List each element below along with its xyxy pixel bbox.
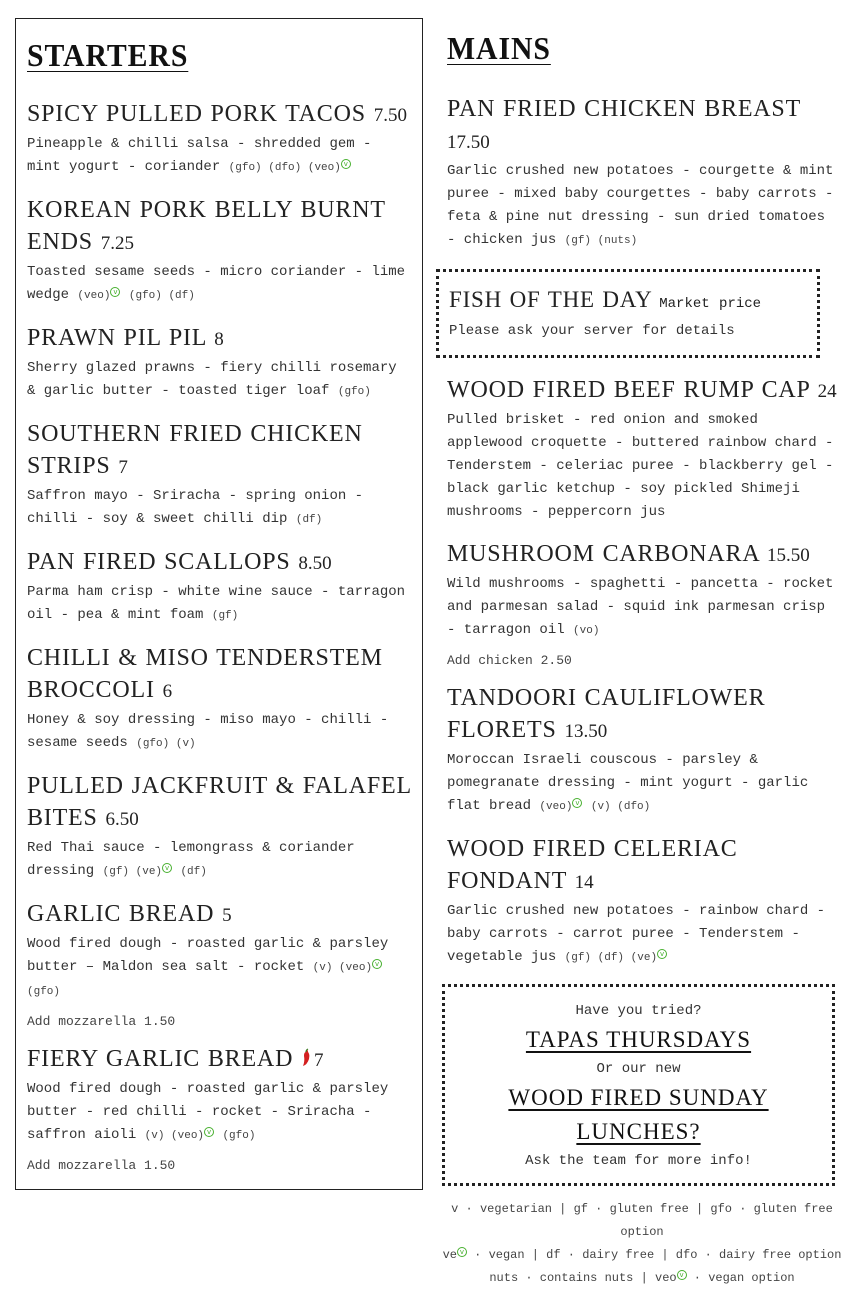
dietary-tags: (gfo) (dfo) (veo) <box>228 162 341 174</box>
item-price: 8 <box>214 329 224 350</box>
item-description: Sherry glazed prawns - fiery chilli rosemary & garlic butter - toasted tiger loaf <box>27 360 397 399</box>
promo-box <box>442 984 835 1186</box>
dietary-tags: (df) <box>295 514 323 526</box>
dietary-tags: (veo) <box>77 290 111 302</box>
dietary-legend <box>437 1198 847 1290</box>
dietary-tags: (gf) (df) (ve) <box>564 952 658 964</box>
item-price: 15.50 <box>766 545 810 566</box>
vegan-icon: v <box>204 1127 214 1137</box>
menu-item <box>447 682 837 819</box>
legend-line: v · vegetarian | gf · gluten free | gfo · gluten free option <box>451 1202 833 1239</box>
item-name: FISH OF THE DAY <box>449 287 652 312</box>
dietary-tags: (gfo) <box>27 986 61 998</box>
dietary-tags: (v) (dfo) <box>590 801 651 813</box>
item-price: 13.50 <box>564 721 608 742</box>
vegan-icon: v <box>372 959 382 969</box>
dietary-tags: (gf) <box>211 610 239 622</box>
vegan-icon: v <box>572 798 582 808</box>
menu-item <box>27 1043 412 1173</box>
mains-panel <box>437 18 842 1290</box>
item-name: FIERY GARLIC BREAD <box>27 1046 294 1072</box>
menu-item <box>447 374 837 524</box>
item-price: 8.50 <box>298 553 332 574</box>
starters-title: STARTERS <box>27 37 189 73</box>
dietary-tags: (vo) <box>573 625 600 637</box>
item-addon: Add mozzarella 1.50 <box>27 1158 176 1173</box>
menu-item <box>27 194 412 308</box>
vegan-icon: v <box>110 287 120 297</box>
mains-title: MAINS <box>447 30 551 66</box>
item-price: 7 <box>118 457 128 478</box>
item-name: CHILLI & MISO TENDERSTEM BROCCOLI <box>27 645 383 703</box>
item-name: PRAWN PIL PIL <box>27 325 207 351</box>
dietary-tags: (gfo) <box>337 386 371 398</box>
menu-item <box>27 898 412 1029</box>
menu-item <box>27 642 412 756</box>
item-name: MUSHROOM CARBONARA <box>447 541 760 567</box>
starters-panel <box>15 18 423 1190</box>
item-description: Pineapple & chilli salsa - shredded gem - mint yogurt - coriander <box>27 136 372 175</box>
item-name: KOREAN PORK BELLY BURNT ENDS <box>27 197 386 255</box>
dietary-tags: (df) <box>180 866 207 878</box>
menu-item <box>27 546 412 628</box>
dietary-tags: (gf) (ve) <box>102 866 163 878</box>
item-description: Moroccan Israeli couscous - parsley & pomegranate dressing - mint yogurt - garlic flat bread <box>447 752 809 814</box>
menu-item <box>27 418 412 532</box>
item-description: Honey & soy dressing - miso mayo - chilli - sesame seeds <box>27 712 389 751</box>
vegan-icon: v <box>457 1247 467 1257</box>
item-name: WOOD FIRED BEEF RUMP CAP <box>447 377 810 403</box>
item-addon: Add mozzarella 1.50 <box>27 1014 176 1029</box>
dietary-tags: (gfo) <box>222 1130 256 1142</box>
item-price: 7.25 <box>100 233 134 254</box>
item-description: Parma ham crisp - white wine sauce - tarragon oil - pea & mint foam <box>27 584 406 623</box>
promo-question: Have you tried? <box>575 1003 702 1019</box>
item-name: PULLED JACKFRUIT & FALAFEL BITES <box>27 773 412 831</box>
item-name: TANDOORI CAULIFLOWER FLORETS <box>447 685 766 743</box>
menu-item <box>27 322 412 404</box>
item-description: Wood fired dough - roasted garlic & parsley butter – Maldon sea salt - rocket <box>27 936 389 975</box>
vegan-icon: v <box>677 1270 687 1280</box>
item-price: 6.50 <box>105 809 139 830</box>
item-price: 24 <box>817 381 837 402</box>
menu-item <box>447 93 837 253</box>
item-description: Pulled brisket - red onion and smoked applewood croquette - buttered rainbow chard - Tenderstem - celeriac puree - blackberry gel - black garlic ketchup - soy pickled Shimeji mushrooms - peppercorn jus <box>447 412 834 520</box>
item-description: Wood fired dough - roasted garlic & parsley butter - red chilli - rocket - Sriracha - saffron aioli <box>27 1081 389 1143</box>
item-description: Garlic crushed new potatoes - rainbow chard - baby carrots - carrot puree - Tenderstem - vegetable jus <box>447 903 826 965</box>
item-price: 6 <box>162 681 173 702</box>
legend-line: ve v · vegan | df · dairy free | dfo · dairy free option <box>442 1248 842 1262</box>
menu-item <box>447 538 837 668</box>
dietary-tags: (gf) (nuts) <box>564 235 638 247</box>
item-price: 5 <box>222 905 232 926</box>
dietary-tags: (v) (veo) <box>312 962 373 974</box>
dietary-tags: (gfo) (df) <box>128 290 195 302</box>
item-name: SPICY PULLED PORK TACOS <box>27 101 366 127</box>
menu-item <box>27 770 412 884</box>
item-price: 17.50 <box>447 132 490 153</box>
dietary-tags: (v) (veo) <box>144 1130 205 1142</box>
promo-sunday-lunches: WOOD FIRED SUNDAY LUNCHES? <box>508 1085 769 1144</box>
item-description: Wild mushrooms - spaghetti - pancetta - rocket and parmesan salad - squid ink parmesan crisp - tarragon oil <box>447 576 834 638</box>
vegan-icon: v <box>162 863 172 873</box>
item-addon: Add chicken 2.50 <box>447 653 572 668</box>
vegan-icon: v <box>341 159 351 169</box>
legend-line: nuts · contains nuts | veo v · vegan option <box>489 1271 795 1285</box>
item-name: WOOD FIRED CELERIAC FONDANT <box>447 836 738 894</box>
item-price: 7 <box>314 1050 324 1071</box>
item-description: Red Thai sauce - lemongrass & coriander dressing <box>27 840 355 879</box>
dietary-tags: (veo) <box>539 801 573 813</box>
item-price: Market price <box>659 296 762 312</box>
menu-item <box>27 98 412 180</box>
promo-tapas-thursdays: TAPAS THURSDAYS <box>525 1027 752 1052</box>
item-name: PAN FRIED CHICKEN BREAST <box>447 96 801 122</box>
chilli-icon <box>301 1049 311 1067</box>
item-description: Saffron mayo - Sriracha - spring onion - chilli - soy & sweet chilli dip <box>27 488 364 527</box>
vegan-icon: v <box>657 949 667 959</box>
item-name: PAN FIRED SCALLOPS <box>27 549 291 575</box>
fish-of-the-day-box <box>436 269 820 358</box>
dietary-tags: (gfo) (v) <box>136 738 196 750</box>
item-description: Garlic crushed new potatoes - courgette & mint puree - mixed baby courgettes - baby carrots - feta & pine nut dressing - sun dried tomatoes - chicken jus <box>447 163 834 248</box>
promo-connector: Or our new <box>596 1061 681 1077</box>
item-price: 7.50 <box>373 105 407 126</box>
item-name: SOUTHERN FRIED CHICKEN STRIPS <box>27 421 363 479</box>
item-price: 14 <box>574 872 594 893</box>
menu-item <box>447 833 837 970</box>
promo-cta: Ask the team for more info! <box>525 1153 752 1169</box>
item-description: Toasted sesame seeds - micro coriander - lime wedge <box>27 264 406 303</box>
item-name: GARLIC BREAD <box>27 901 215 927</box>
item-description: Please ask your server for details <box>449 323 735 339</box>
